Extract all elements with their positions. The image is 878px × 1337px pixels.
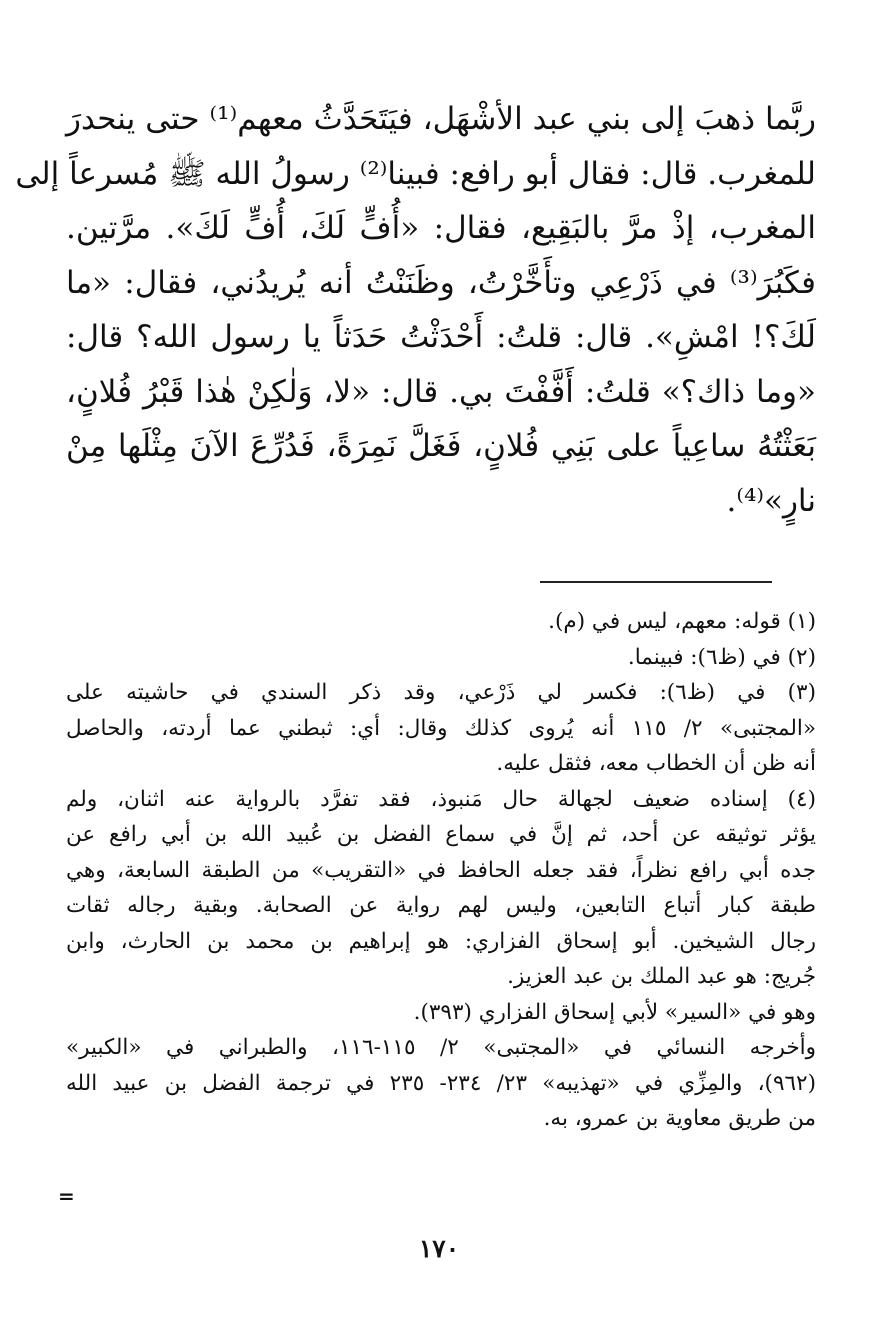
footnote-line: جُريج: هو عبد الملك بن عبد العزيز. — [507, 964, 816, 989]
footnote-line: (١) قوله: معهم، ليس في (م). — [548, 609, 816, 634]
continuation-mark: = — [58, 1184, 75, 1208]
footnote-line: رجال الشيخين. أبو إسحاق الفزاري: هو إبراهيم بن محمد بن الحارث، وابن — [66, 928, 816, 954]
footnote-line: وهو في «السير» لأبي إسحاق الفزاري (٣٩٣). — [413, 999, 816, 1025]
main-text-line: ربَّما ذهبَ إلى بني عبد الأشْهَل، فيَتَحَدَّثُ معهم⁽¹⁾ حتى ينحدرَ — [66, 101, 816, 137]
main-text-line: بَعَثْتُهُ ساعِياً على بَنِي فُلانٍ، فَغَلَّ نَمِرَةً، فَدُرِّعَ الآنَ مِثْلَها مِنْ — [66, 428, 816, 464]
footnote-line: وأخرجه النسائي في «المجتبى» ٢/ ١١٥-١١٦، والطبراني في «الكبير» — [66, 1035, 817, 1060]
footnote-line: (٩٦٢)، والمِزِّي في «تهذيبه» ٢٣/ ٢٣٤- ٢٣٥ في ترجمة الفضل بن عبيد الله — [66, 1070, 816, 1096]
footnote-line: (٤) إسناده ضعيف لجهالة حال مَنبوذ، فقد تفرَّد بالرواية عنه اثنان، ولم — [66, 786, 816, 812]
footnote-separator — [540, 581, 772, 583]
main-text-line: نارٍ»⁽⁴⁾. — [726, 482, 816, 519]
footnote-line: من طريق معاوية بن عمرو، به. — [543, 1106, 816, 1131]
footnote-line: جده أبي رافع نظراً، فقد جعله الحافظ في «التقريب» من الطبقة السابعة، وهي — [66, 857, 816, 883]
main-text-line: للمغرب. قال: فقال أبو رافع: فبينا⁽²⁾ رسولُ الله ﷺ مُسرعاً إلى — [15, 155, 816, 192]
footnote-line: أنه ظن أن الخطاب معه، فثقل عليه. — [496, 751, 816, 776]
footnotes — [66, 604, 816, 1137]
main-text-line: فكَبُرَ⁽³⁾ في ذَرْعِي وتأَخَّرْتُ، وظَنَنْتُ أنه يُريدُني، فقال: «ما — [66, 264, 816, 301]
footnote-line: (٢) في (ظ٦): فبينما. — [627, 644, 816, 670]
footnote-line: (٣) في (ظ٦): فكسر لي ذَرْعي، وقد ذكر السندي في حاشيته على — [66, 680, 816, 705]
footnote-line: طبقة كبار أتباع التابعين، وليس لهم رواية عن الصحابة. وبقية رجاله ثقات — [66, 893, 816, 918]
main-text-line: لَكَ؟! امْشِ». قال: قلتُ: أَحْدَثْتُ حَدَثاً يا رسول الله؟ قال: — [66, 319, 816, 355]
page-number: ١٧٠ — [418, 1234, 460, 1263]
main-text — [15, 92, 816, 528]
main-text-line: «وما ذاك؟» قلتُ: أَفَّفْتَ بي. قال: «لا، وَلٰكِنْ هٰذا قَبْرُ فُلانٍ، — [66, 373, 816, 410]
footnote-line: يؤثر توثيقه عن أحد، ثم إنَّ في سماع الفضل بن عُبيد الله بن أبي رافع عن — [66, 822, 816, 847]
footnote-line: «المجتبى» ٢/ ١١٥ أنه يُروى كذلك وقال: أي: ثبطني عما أردته، والحاصل — [66, 715, 816, 741]
main-text-line: المغرب، إذْ مرَّ بالبَقِيع، فقال: «أُفٍّ لَكَ، أُفٍّ لَكَ». مرَّتين. — [66, 210, 816, 246]
